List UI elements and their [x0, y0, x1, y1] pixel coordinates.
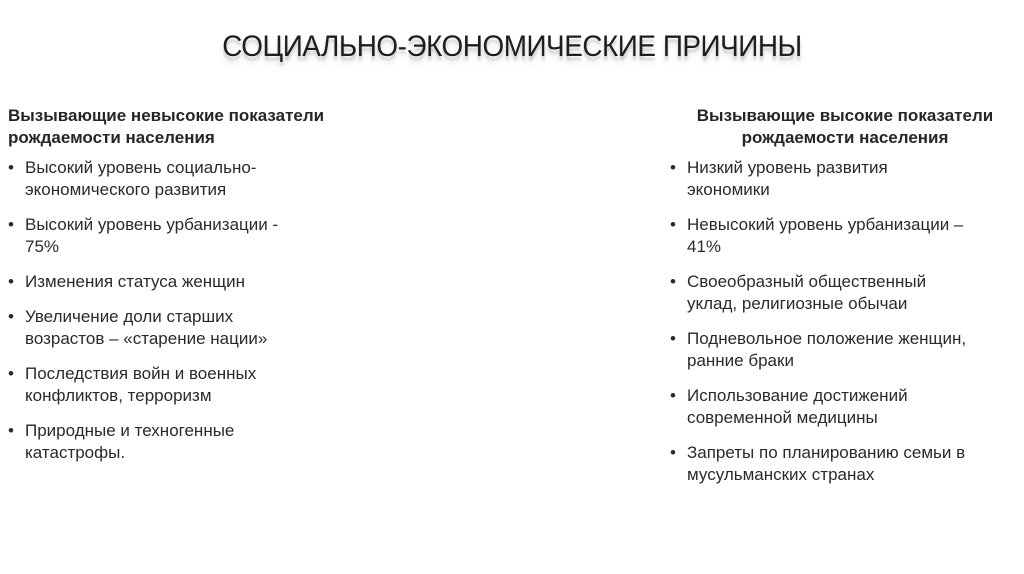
item-text: Увеличение доли старших: [25, 307, 234, 326]
item-text: конфликтов, терроризм: [25, 386, 212, 405]
list-item: [670, 328, 1020, 372]
item-text: Природные и техногенные: [25, 421, 235, 440]
item-text: Своеобразный общественный: [687, 272, 927, 291]
left-list: [8, 157, 363, 464]
list-item: [670, 214, 1020, 258]
left-column: [8, 105, 363, 477]
item-text: экономического развития: [25, 180, 227, 199]
bullet-icon: •: [670, 215, 676, 234]
item-text: Высокий уровень социально-: [25, 158, 257, 177]
right-column: [670, 105, 1020, 499]
item-text: Высокий уровень урбанизации -: [25, 215, 279, 234]
item-text: Использование достижений: [687, 386, 908, 405]
item-text: Низкий уровень развития: [687, 158, 888, 177]
bullet-icon: •: [8, 364, 14, 383]
item-text: мусульманских странах: [687, 465, 875, 484]
left-heading-line1: Вызывающие невысокие показатели: [8, 106, 325, 125]
list-item: [8, 420, 363, 464]
bullet-icon: •: [8, 272, 14, 291]
bullet-icon: •: [670, 443, 676, 462]
bullet-icon: •: [670, 329, 676, 348]
item-text: экономики: [687, 180, 770, 199]
item-text: современной медицины: [687, 408, 878, 427]
list-item: [670, 271, 1020, 315]
list-item: [8, 271, 363, 293]
item-text: Подневольное положение женщин,: [687, 329, 967, 348]
item-text: Изменения статуса женщин: [25, 272, 246, 291]
left-heading: [8, 105, 363, 149]
list-item: [8, 157, 363, 201]
item-text: Последствия войн и военных: [25, 364, 257, 383]
slide-title: СОЦИАЛЬНО-ЭКОНОМИЧЕСКИЕ ПРИЧИНЫ: [222, 30, 802, 63]
right-heading-line2: рождаемости населения: [741, 128, 949, 147]
list-item: [670, 157, 1020, 201]
item-text: катастрофы.: [25, 443, 126, 462]
bullet-icon: •: [670, 386, 676, 405]
bullet-icon: •: [670, 158, 676, 177]
item-text: уклад, религиозные обычаи: [687, 294, 908, 313]
list-item: [8, 363, 363, 407]
item-text: 41%: [687, 237, 722, 256]
bullet-icon: •: [8, 307, 14, 326]
list-item: [670, 442, 1020, 486]
right-list: [670, 157, 1020, 486]
item-text: ранние браки: [687, 351, 794, 370]
bullet-icon: •: [8, 158, 14, 177]
bullet-icon: •: [8, 421, 14, 440]
right-heading: [670, 105, 1020, 149]
left-heading-line2: рождаемости населения: [8, 128, 215, 147]
right-heading-line1: Вызывающие высокие показатели: [696, 106, 994, 125]
list-item: [8, 214, 363, 258]
bullet-icon: •: [670, 272, 676, 291]
item-text: 75%: [25, 237, 60, 256]
bullet-icon: •: [8, 215, 14, 234]
list-item: [670, 385, 1020, 429]
list-item: [8, 306, 363, 350]
item-text: возрастов – «старение нации»: [25, 329, 268, 348]
item-text: Запреты по планированию семьи в: [687, 443, 966, 462]
item-text: Невысокий уровень урбанизации –: [687, 215, 964, 234]
